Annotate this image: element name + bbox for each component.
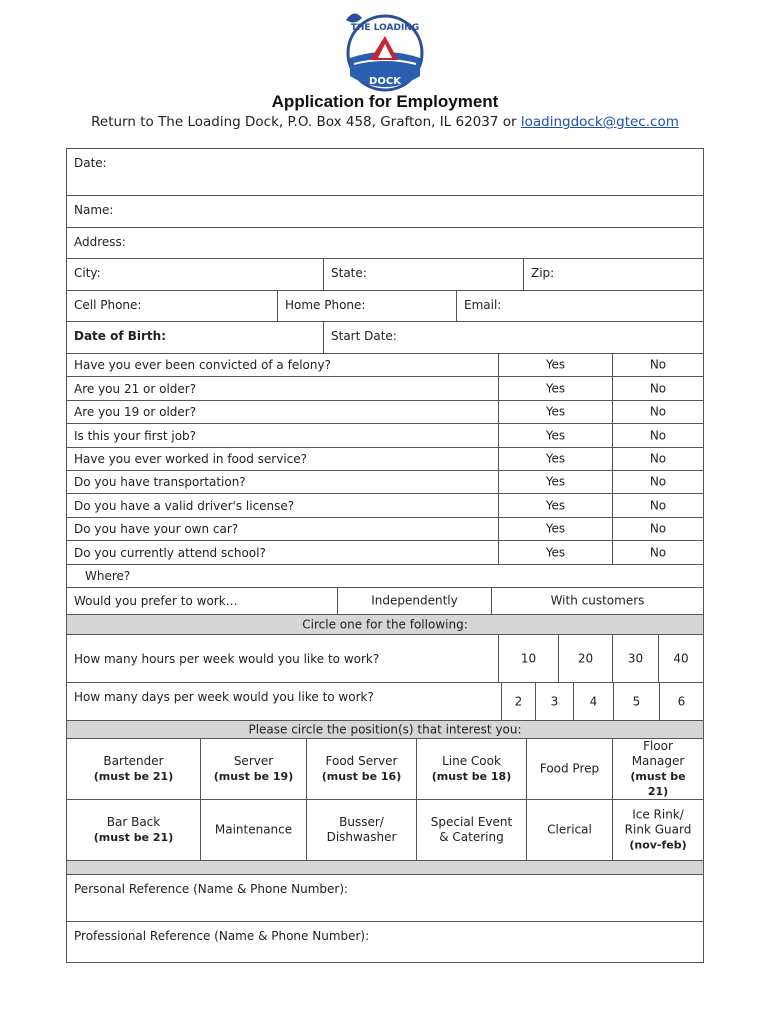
name-row[interactable] bbox=[67, 196, 703, 228]
city-label: City: bbox=[74, 266, 101, 280]
position-name: Food Prep bbox=[539, 761, 600, 776]
position-maintenance[interactable] bbox=[200, 800, 306, 860]
days-option-label: 6 bbox=[677, 694, 686, 708]
position-floor-manager[interactable] bbox=[612, 739, 703, 799]
question-row bbox=[67, 424, 703, 448]
hours-row bbox=[67, 635, 703, 683]
question-label: Is this your first job? bbox=[74, 428, 197, 443]
position-name: Server bbox=[233, 754, 274, 768]
position-note: (must be 19) bbox=[213, 770, 294, 783]
answer-yes-label: Yes bbox=[545, 404, 566, 419]
prefer-independently[interactable] bbox=[337, 588, 491, 614]
position-name: Bartender bbox=[103, 754, 164, 768]
answer-yes[interactable] bbox=[498, 494, 612, 517]
question-cell bbox=[67, 518, 498, 540]
start-date-label: Start Date: bbox=[331, 329, 397, 343]
hours-question-label: How many hours per week would you like to work? bbox=[74, 651, 380, 666]
prefer-with-customers[interactable] bbox=[491, 588, 703, 614]
days-option[interactable] bbox=[573, 683, 613, 720]
state-field[interactable] bbox=[323, 259, 523, 290]
answer-yes-label: Yes bbox=[545, 498, 566, 512]
answer-no[interactable] bbox=[612, 541, 703, 564]
question-cell bbox=[67, 471, 498, 493]
question-row bbox=[67, 518, 703, 541]
email-link[interactable]: loadingdock@gtec.com bbox=[520, 114, 679, 130]
question-row bbox=[67, 448, 703, 471]
position-bar-back[interactable] bbox=[67, 800, 200, 860]
application-form bbox=[66, 148, 704, 963]
answer-yes-label: Yes bbox=[545, 451, 566, 466]
answer-no-label: No bbox=[649, 451, 667, 466]
position-name: Food Server bbox=[325, 754, 398, 768]
dob-start-row bbox=[67, 322, 703, 354]
answer-no-label: No bbox=[649, 474, 667, 489]
address-label: Address: bbox=[74, 235, 126, 249]
question-label: Do you currently attend school? bbox=[74, 545, 266, 560]
question-label: Do you have a valid driver's license? bbox=[74, 498, 295, 513]
answer-no[interactable] bbox=[612, 471, 703, 493]
answer-yes-label: Yes bbox=[545, 428, 566, 442]
answer-no[interactable] bbox=[612, 518, 703, 540]
question-cell bbox=[67, 354, 498, 376]
where-row[interactable] bbox=[67, 565, 703, 588]
question-row bbox=[67, 377, 703, 401]
dob-field[interactable] bbox=[67, 322, 323, 353]
question-cell bbox=[67, 377, 498, 400]
position-name: Busser/ Dishwasher bbox=[326, 815, 397, 844]
days-row bbox=[67, 683, 703, 721]
answer-yes[interactable] bbox=[498, 518, 612, 540]
answer-no-label: No bbox=[649, 498, 667, 512]
home-phone-field[interactable] bbox=[277, 291, 456, 321]
days-question-label: How many days per week would you like to work? bbox=[74, 690, 374, 704]
address-row[interactable] bbox=[67, 228, 703, 259]
home-phone-label: Home Phone: bbox=[285, 298, 366, 312]
personal-reference-label: Personal Reference (Name & Phone Number): bbox=[74, 882, 349, 896]
email-label: Email: bbox=[464, 298, 502, 312]
prefer-question-label: Would you prefer to work… bbox=[74, 594, 238, 608]
position-bartender[interactable] bbox=[67, 739, 200, 799]
question-row bbox=[67, 541, 703, 565]
answer-no-label: No bbox=[649, 545, 667, 559]
days-option[interactable] bbox=[501, 683, 535, 720]
answer-no[interactable] bbox=[612, 354, 703, 376]
loading-dock-logo bbox=[340, 6, 430, 92]
positions-header bbox=[67, 721, 703, 739]
days-option-label: 3 bbox=[550, 694, 559, 708]
answer-no[interactable] bbox=[612, 401, 703, 423]
logo-text-bottom: DOCK bbox=[369, 76, 401, 87]
page-title: Application for Employment bbox=[271, 92, 499, 111]
start-date-field[interactable] bbox=[323, 322, 703, 353]
hours-option[interactable] bbox=[558, 635, 612, 682]
question-label: Have you ever been convicted of a felony? bbox=[74, 358, 331, 372]
name-label: Name: bbox=[74, 203, 114, 217]
position-name: Floor Manager bbox=[631, 739, 685, 768]
logo-text-top: THE LOADING bbox=[350, 23, 420, 33]
position-food-server[interactable] bbox=[306, 739, 416, 799]
question-row bbox=[67, 471, 703, 494]
prefer-question bbox=[67, 588, 337, 614]
position-name: Special Event & Catering bbox=[430, 815, 513, 844]
positions-row-1 bbox=[67, 739, 703, 800]
professional-reference-label: Professional Reference (Name & Phone Number): bbox=[74, 929, 370, 943]
section-divider bbox=[67, 861, 703, 875]
answer-yes-label: Yes bbox=[545, 357, 566, 372]
answer-yes[interactable] bbox=[498, 448, 612, 470]
hours-option-label: 20 bbox=[577, 651, 594, 665]
zip-field[interactable] bbox=[523, 259, 703, 290]
position-line-cook[interactable] bbox=[416, 739, 526, 799]
circle-header-label: Circle one for the following: bbox=[302, 617, 468, 631]
question-row bbox=[67, 354, 703, 377]
question-label: Do you have your own car? bbox=[74, 522, 239, 536]
state-label: State: bbox=[331, 266, 367, 280]
where-label: Where? bbox=[85, 569, 131, 583]
answer-no[interactable] bbox=[612, 377, 703, 400]
position-name: Bar Back bbox=[106, 815, 161, 829]
answer-yes[interactable] bbox=[498, 471, 612, 493]
hours-option-label: 10 bbox=[520, 651, 537, 665]
answer-no-label: No bbox=[649, 381, 667, 395]
hours-option[interactable] bbox=[498, 635, 558, 682]
prefer-with-customers-label: With customers bbox=[550, 593, 645, 608]
position-busser-dishwasher[interactable] bbox=[306, 800, 416, 860]
days-option-label: 4 bbox=[589, 694, 598, 708]
question-label: Are you 19 or older? bbox=[74, 405, 197, 419]
positions-row-2 bbox=[67, 800, 703, 861]
answer-yes[interactable] bbox=[498, 541, 612, 564]
question-row bbox=[67, 494, 703, 518]
position-note: (nov-feb) bbox=[629, 838, 687, 852]
answer-no[interactable] bbox=[612, 424, 703, 447]
hours-option[interactable] bbox=[612, 635, 658, 682]
days-option[interactable] bbox=[659, 683, 703, 720]
answer-yes[interactable] bbox=[498, 354, 612, 376]
position-note: (must be 21) bbox=[630, 770, 686, 798]
prefer-independently-label: Independently bbox=[371, 593, 458, 608]
question-cell bbox=[67, 424, 498, 447]
return-address-text: Return to The Loading Dock, P.O. Box 458, Grafton, IL 62037 or bbox=[91, 114, 521, 130]
answer-yes[interactable] bbox=[498, 401, 612, 423]
days-option-label: 2 bbox=[514, 694, 523, 708]
hours-option-label: 40 bbox=[673, 651, 689, 665]
answer-no-label: No bbox=[649, 404, 667, 419]
question-label: Are you 21 or older? bbox=[74, 381, 197, 396]
question-label: Have you ever worked in food service? bbox=[74, 452, 308, 466]
answer-yes-label: Yes bbox=[545, 521, 566, 536]
hours-question bbox=[67, 635, 498, 682]
circle-header bbox=[67, 615, 703, 635]
answer-no[interactable] bbox=[612, 494, 703, 517]
question-row bbox=[67, 401, 703, 424]
position-name: Clerical bbox=[547, 822, 592, 837]
days-option[interactable] bbox=[613, 683, 659, 720]
answer-yes-label: Yes bbox=[545, 474, 566, 489]
dob-label: Date of Birth: bbox=[74, 329, 167, 343]
return-address bbox=[0, 114, 770, 130]
hours-option[interactable] bbox=[658, 635, 703, 682]
answer-yes-label: Yes bbox=[545, 545, 566, 559]
city-state-zip-row bbox=[67, 259, 703, 291]
phone-email-row bbox=[67, 291, 703, 322]
question-label: Do you have transportation? bbox=[74, 475, 246, 489]
position-name: Ice Rink/ Rink Guard bbox=[624, 807, 692, 837]
answer-no-label: No bbox=[649, 521, 667, 536]
personal-reference-row[interactable] bbox=[67, 875, 703, 922]
answer-yes-label: Yes bbox=[545, 381, 566, 395]
days-option[interactable] bbox=[535, 683, 573, 720]
position-server[interactable] bbox=[200, 739, 306, 799]
days-option-label: 5 bbox=[632, 694, 641, 708]
position-ice-rink[interactable] bbox=[612, 800, 703, 860]
answer-no-label: No bbox=[649, 428, 667, 442]
position-food-prep[interactable] bbox=[526, 739, 612, 799]
position-note: (must be 21) bbox=[93, 831, 174, 844]
question-cell bbox=[67, 494, 498, 517]
cell-phone-label: Cell Phone: bbox=[74, 298, 142, 312]
city-field[interactable] bbox=[67, 259, 323, 290]
question-cell bbox=[67, 401, 498, 423]
position-note: (must be 18) bbox=[431, 770, 512, 783]
professional-reference-row[interactable] bbox=[67, 922, 703, 962]
prefer-row bbox=[67, 588, 703, 615]
position-special-event[interactable] bbox=[416, 800, 526, 860]
position-name: Line Cook bbox=[442, 754, 501, 768]
hours-option-label: 30 bbox=[627, 651, 644, 665]
email-field[interactable] bbox=[456, 291, 703, 321]
position-clerical[interactable] bbox=[526, 800, 612, 860]
cell-phone-field[interactable] bbox=[67, 291, 277, 321]
answer-no[interactable] bbox=[612, 448, 703, 470]
answer-yes[interactable] bbox=[498, 377, 612, 400]
answer-yes[interactable] bbox=[498, 424, 612, 447]
answer-no-label: No bbox=[649, 357, 667, 372]
date-row[interactable] bbox=[67, 149, 703, 196]
position-name: Maintenance bbox=[214, 822, 293, 837]
question-cell bbox=[67, 448, 498, 470]
question-cell bbox=[67, 541, 498, 564]
days-question bbox=[67, 683, 501, 720]
positions-header-label: Please circle the position(s) that interest you: bbox=[248, 722, 522, 736]
position-note: (must be 16) bbox=[321, 770, 402, 783]
position-note: (must be 21) bbox=[93, 770, 174, 783]
zip-label: Zip: bbox=[531, 266, 555, 280]
date-label: Date: bbox=[74, 156, 107, 170]
